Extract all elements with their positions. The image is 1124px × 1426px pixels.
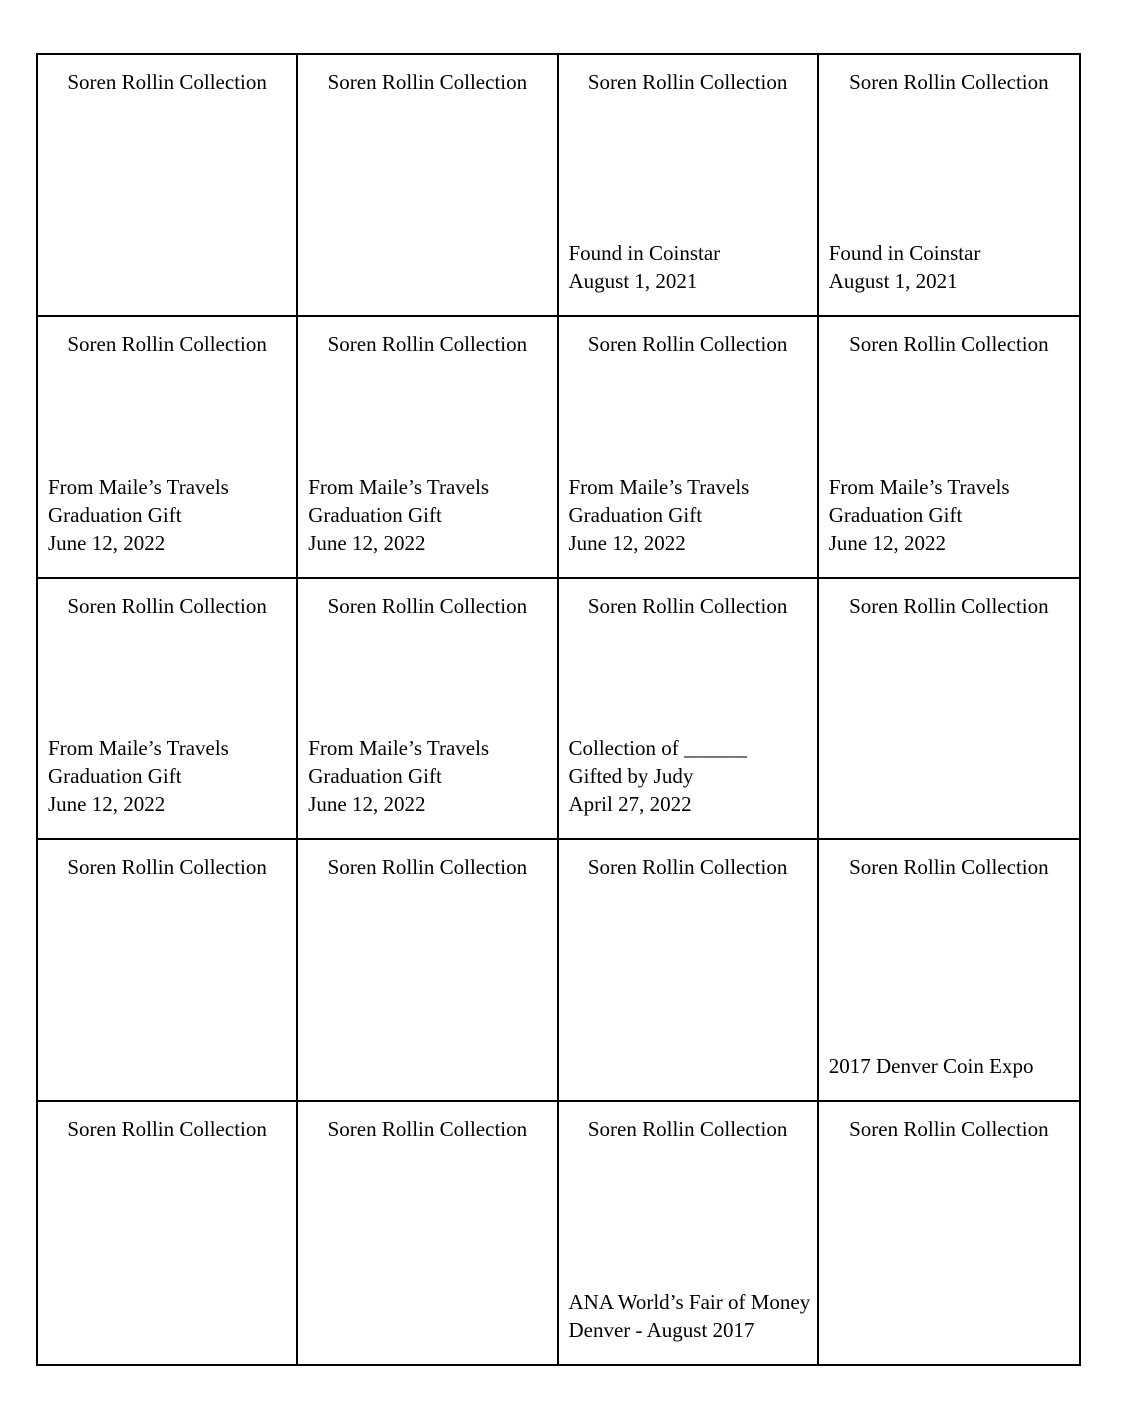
note-line: Denver - August 2017: [568, 1317, 755, 1342]
label-cell: [559, 1102, 819, 1364]
label-sheet: [36, 53, 1081, 1366]
note-line: June 12, 2022: [308, 792, 426, 817]
note-line: Graduation Gift: [828, 502, 963, 527]
label-title: Soren Rollin Collection: [327, 1117, 528, 1142]
label-cell: [298, 1102, 558, 1364]
note-line: Graduation Gift: [568, 502, 703, 527]
label-notes: [308, 734, 546, 828]
label-cell: [298, 579, 558, 841]
note-line: Graduation Gift: [308, 502, 442, 527]
note-line: From Maile’s Travels: [48, 474, 229, 499]
label-title: Soren Rollin Collection: [849, 70, 1049, 94]
note-line: ANA World’s Fair of Money: [568, 1289, 811, 1314]
label-title: Soren Rollin Collection: [327, 331, 528, 356]
label-cell: [819, 317, 1079, 579]
note-line: June 12, 2022: [48, 792, 166, 817]
note-line: From Maile’s Travels: [48, 736, 229, 761]
label-notes: [48, 473, 286, 567]
label-title: Soren Rollin Collection: [587, 331, 788, 356]
label-title: Soren Rollin Collection: [849, 855, 1049, 880]
label-notes: [569, 239, 807, 305]
label-notes: [308, 295, 546, 305]
label-title: Soren Rollin Collection: [327, 855, 528, 880]
note-line: Graduation Gift: [48, 502, 182, 527]
label-cell: [38, 1102, 298, 1364]
label-title: Soren Rollin Collection: [849, 593, 1049, 618]
label-title: Soren Rollin Collection: [849, 331, 1049, 356]
label-cell: [819, 55, 1079, 317]
note-line: August 1, 2021: [828, 268, 958, 293]
label-cell: [38, 55, 298, 317]
note-line: From Maile’s Travels: [828, 474, 1010, 499]
label-notes: [308, 473, 546, 567]
label-notes: [568, 1288, 811, 1354]
note-line: June 12, 2022: [568, 530, 686, 555]
note-line: June 12, 2022: [48, 530, 166, 555]
label-title: Soren Rollin Collection: [849, 1117, 1049, 1142]
label-notes: [308, 1080, 546, 1090]
label-notes: [829, 473, 1069, 567]
note-line: Found in Coinstar: [828, 240, 981, 265]
note-line: June 12, 2022: [828, 530, 946, 555]
note-line: April 27, 2022: [568, 792, 692, 817]
note-line: Collection of ______: [568, 736, 747, 761]
label-title: Soren Rollin Collection: [587, 855, 788, 880]
label-cell: [819, 840, 1079, 1102]
label-notes: [569, 734, 807, 828]
note-line: 2017 Denver Coin Expo: [828, 1054, 1034, 1079]
label-cell: [559, 840, 819, 1102]
note-line: Gifted by Judy: [568, 764, 694, 789]
note-line: From Maile’s Travels: [568, 474, 750, 499]
label-cell: [819, 1102, 1079, 1364]
note-line: Graduation Gift: [308, 764, 442, 789]
label-cell: [298, 55, 558, 317]
note-line: From Maile’s Travels: [308, 474, 490, 499]
label-notes: [48, 1080, 286, 1090]
label-notes: [829, 1344, 1069, 1354]
label-cell: [559, 55, 819, 317]
note-line: Graduation Gift: [48, 764, 182, 789]
label-title: Soren Rollin Collection: [587, 70, 788, 94]
label-title: Soren Rollin Collection: [327, 593, 528, 618]
label-title: Soren Rollin Collection: [67, 855, 267, 880]
label-cell: [819, 579, 1079, 841]
label-title: Soren Rollin Collection: [67, 70, 267, 94]
note-line: August 1, 2021: [568, 268, 698, 293]
label-title: Soren Rollin Collection: [67, 1117, 267, 1142]
label-title: Soren Rollin Collection: [67, 593, 267, 618]
label-title: Soren Rollin Collection: [67, 331, 267, 356]
label-notes: [569, 1080, 807, 1090]
note-line: From Maile’s Travels: [308, 736, 490, 761]
label-cell: [559, 579, 819, 841]
note-line: June 12, 2022: [308, 530, 426, 555]
note-line: Found in Coinstar: [568, 240, 721, 265]
label-notes: [829, 1052, 1069, 1090]
label-notes: [308, 1344, 546, 1354]
label-cell: [38, 317, 298, 579]
label-notes: [48, 295, 286, 305]
label-title: Soren Rollin Collection: [327, 70, 528, 94]
label-title: Soren Rollin Collection: [587, 1117, 788, 1142]
label-cell: [298, 840, 558, 1102]
label-cell: [38, 840, 298, 1102]
label-notes: [48, 1344, 286, 1354]
label-notes: [48, 734, 286, 828]
label-cell: [38, 579, 298, 841]
label-cell: [559, 317, 819, 579]
label-notes: [829, 239, 1069, 305]
label-title: Soren Rollin Collection: [587, 593, 788, 618]
label-notes: [829, 818, 1069, 828]
label-notes: [569, 473, 807, 567]
label-cell: [298, 317, 558, 579]
